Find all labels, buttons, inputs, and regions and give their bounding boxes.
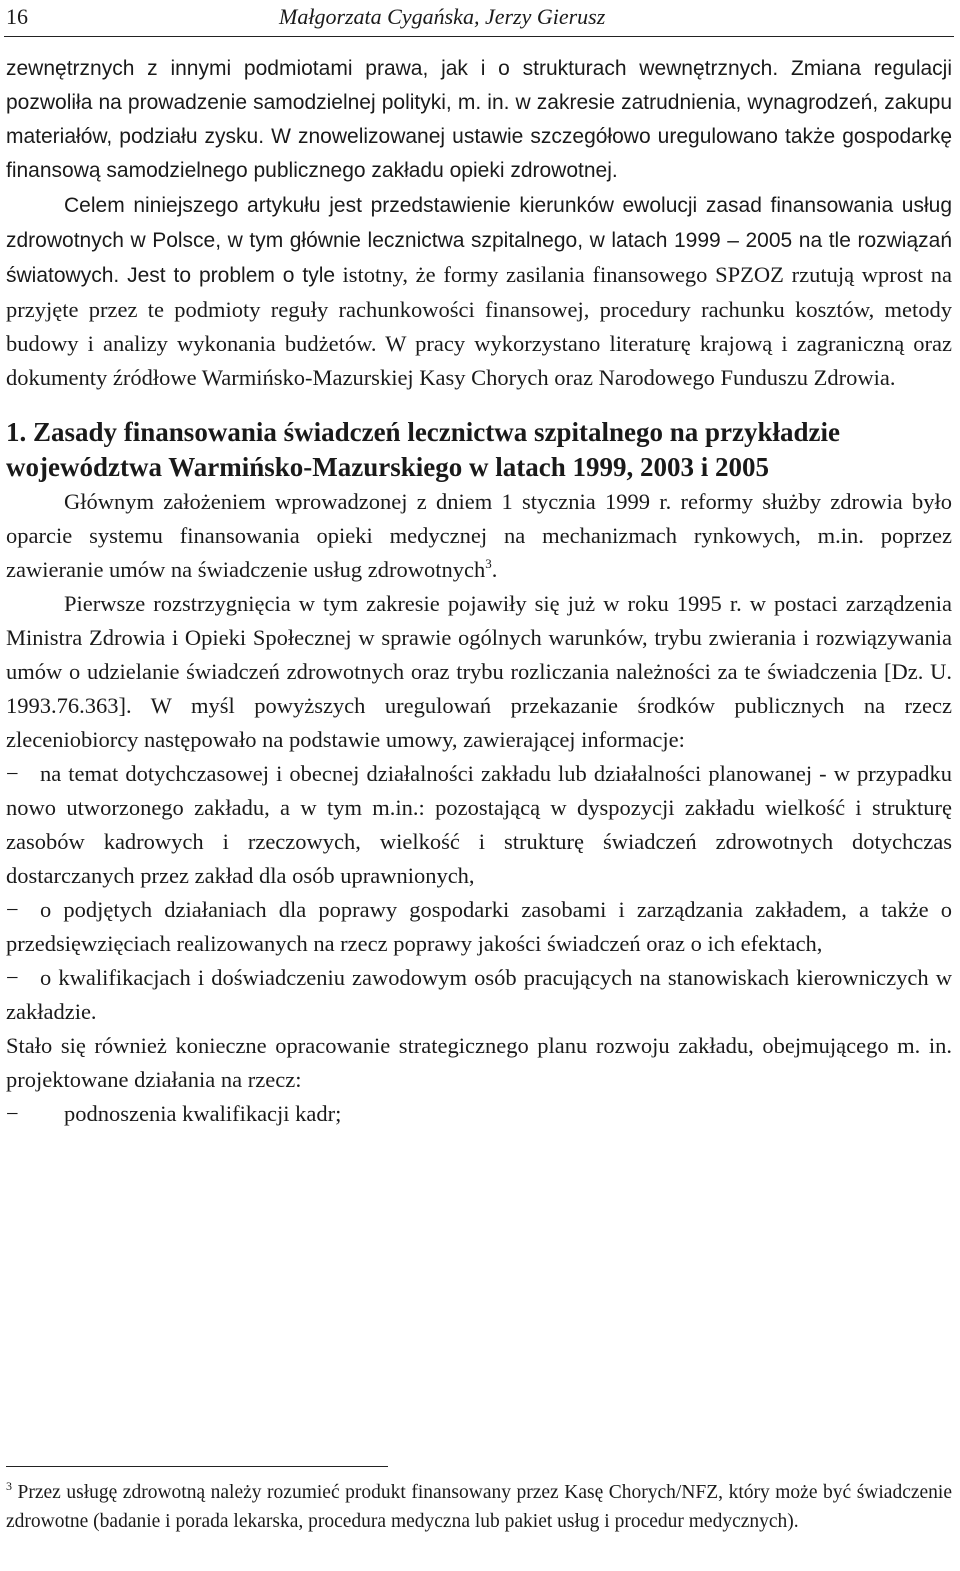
- running-title: Małgorzata Cygańska, Jerzy Gierusz: [279, 4, 606, 29]
- running-header: [4, 4, 954, 37]
- body-text: [6, 52, 952, 1131]
- list-item: [6, 961, 952, 1029]
- paragraph-3-end: .: [491, 557, 498, 582]
- footnote-number: 3: [6, 1479, 12, 1493]
- paragraph-2: [6, 188, 952, 395]
- footnote-text: Przez usługę zdrowotną należy rozumieć produkt finansowany przez Kasę Chorych/NFZ, który może być świadczenie zdrowotne (badanie i porada lekarska, procedura medyczna lub pakiet usług i procedur medycznych).: [6, 1482, 952, 1532]
- page-number: 16: [6, 4, 28, 29]
- list-dash: −: [6, 1101, 19, 1126]
- list-item-text: o podjętych działaniach dla poprawy gospodarki zasobami i zarządzania zakładem, a także o przedsięwzięciach realizowanych na rzecz poprawy jakości świadczeń oraz o ich efektach,: [6, 897, 952, 956]
- paragraph-3: [6, 485, 952, 587]
- paragraph-5: Stało się również konieczne opracowanie strategicznego planu rozwoju zakładu, obejmującego m. in. projektowane działania na rzecz:: [6, 1033, 952, 1092]
- footnote-ref-3[interactable]: 3: [485, 556, 492, 571]
- paragraph-3-text: Głównym założeniem wprowadzonej z dniem 1 stycznia 1999 r. reformy służby zdrowia było oparcie systemu finansowania opieki medycznej na mechanizmach rynkowych, m.in. poprzez zawieranie umów na świadczenie usług zdrowotnych: [6, 489, 952, 582]
- list-dash: −: [6, 761, 19, 786]
- footnote-3: [6, 1478, 952, 1536]
- list-item: [6, 893, 952, 961]
- paragraph-2-serif: istotny, że formy zasilania finansowego SPZOZ rzutują wprost na przyjęte przez te podmioty reguły rachunkowości finansowej, procedury rachunku kosztów, metody budowy i analizy wykonania budżetów. W pracy wykorzystano literaturę krajową i zagraniczną oraz dokumenty źródłowe Warmińsko-Mazurskiej Kasy Chorych oraz Narodowego Funduszu Zdrowia.: [6, 262, 952, 390]
- list-item-text: o kwalifikacjach i doświadczeniu zawodowym osób pracujących na stanowiskach kierowniczych w zakładzie.: [6, 965, 952, 1024]
- paragraph-1: zewnętrznych z innymi podmiotami prawa, jak i o strukturach wewnętrznych. Zmiana regulacji pozwoliła na prowadzenie samodzielnej polityki, m. in. w zakresie zatrudnienia, wynagrodzeń, zakupu materiałów, podziału zysku. W znowelizowanej ustawie szczegółowo uregulowano także gospodarkę finansową samodzielnego publicznego zakładu opieki zdrowotnej.: [6, 57, 952, 182]
- footnote-separator: [6, 1466, 388, 1467]
- list-item: [6, 1097, 952, 1131]
- list-dash: −: [6, 897, 19, 922]
- list-item-text: na temat dotychczasowej i obecnej działalności zakładu lub działalności planowanej - w przypadku nowo utworzonego zakładu, a w tym m.in.: pozostającą w dyspozycji zakładu wielkość i strukturę zasobów kadrowych i rzeczowych, wielkość i strukturę świadczeń zdrowotnych dotychczas dostarczanych przez zakład dla osób uprawnionych,: [6, 761, 952, 888]
- list-item-text: podnoszenia kwalifikacji kadr;: [64, 1101, 342, 1126]
- list-item: [6, 757, 952, 893]
- footnotes: [6, 1478, 952, 1536]
- paragraph-2-sans: Celem niniejszego artykułu jest przedstawienie kierunków ewolucji zasad finansowania usług zdrowotnych w Polsce, w tym głównie lecznictwa szpitalnego, w latach 1999 – 2005 na tle rozwiązań światowych. Jest to problem o tyle: [6, 194, 952, 287]
- section-heading: 1. Zasady finansowania świadczeń lecznictwa szpitalnego na przykładzie województwa Warmińsko-Mazurskiego w latach 1999, 2003 i 2005: [6, 417, 841, 482]
- list-dash: −: [6, 965, 19, 990]
- paragraph-4: Pierwsze rozstrzygnięcia w tym zakresie pojawiły się już w roku 1995 r. w postaci zarządzenia Ministra Zdrowia i Opieki Społecznej w sprawie ogólnych warunków, trybu zwierania i rozwiązywania umów o udzielanie świadczeń zdrowotnych oraz trybu rozliczania należności za te świadczenia [Dz. U. 1993.76.363]. W myśl powyższych uregulowań przekazanie środków publicznych na rzecz zleceniobiorcy następowało na podstawie umowy, zawierającej informacje:: [6, 591, 952, 752]
